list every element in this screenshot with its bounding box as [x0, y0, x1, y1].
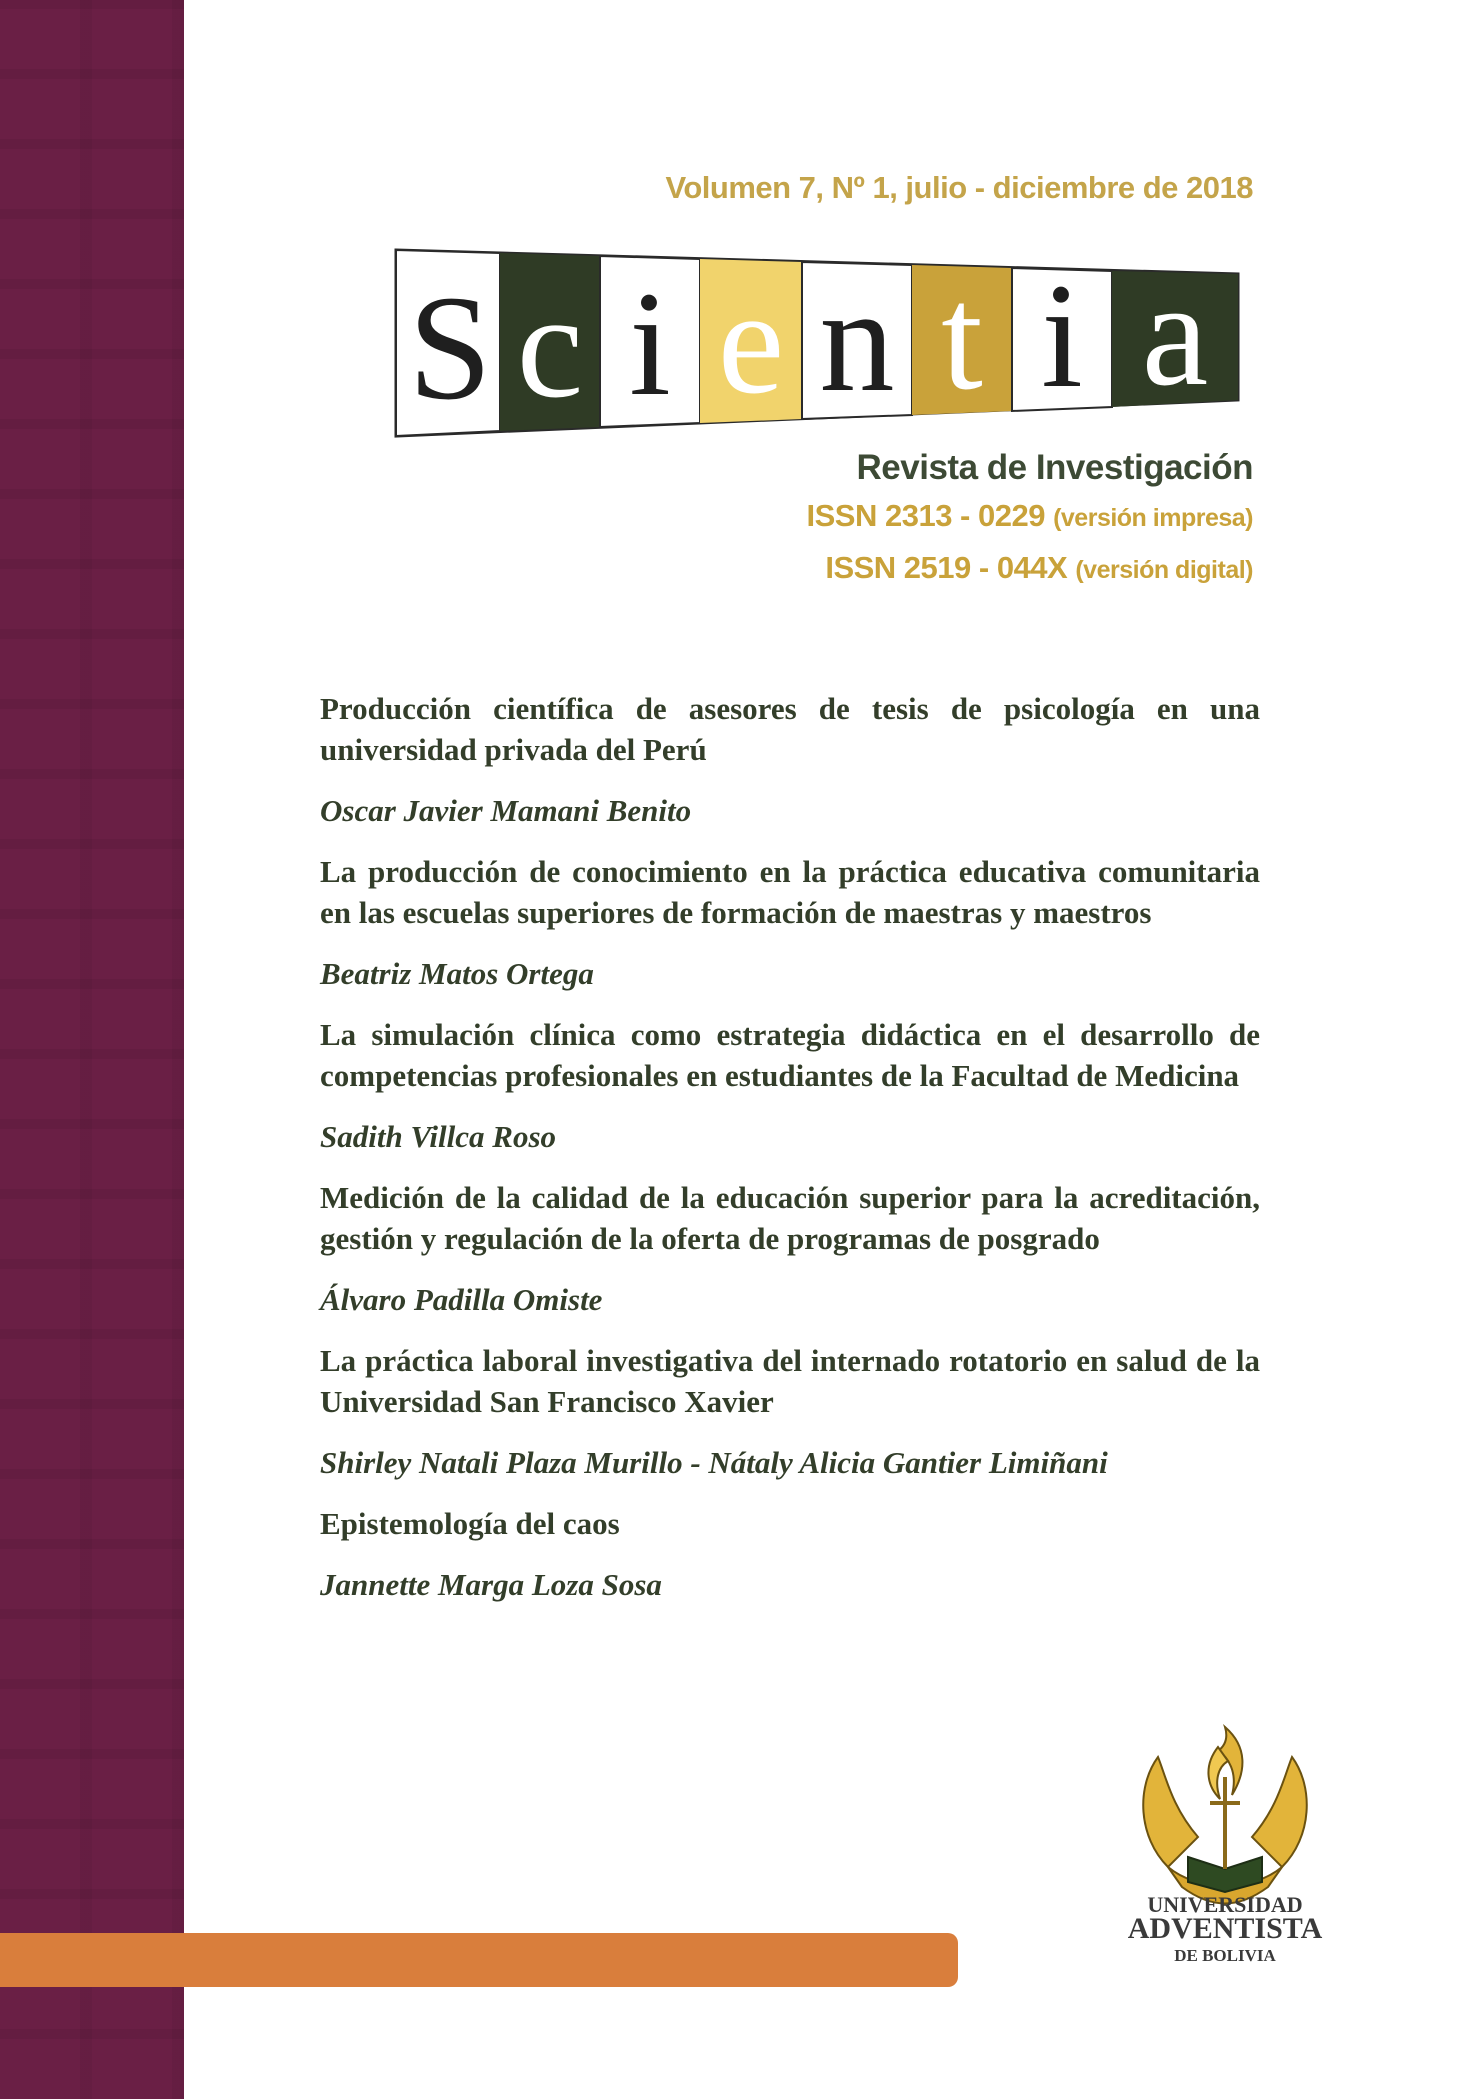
article-author: Beatriz Matos Ortega	[320, 956, 594, 991]
university-name-line1: UNIVERSIDAD	[1147, 1892, 1303, 1917]
article-title: La producción de conocimiento en la práctica educativa comunitaria en las escuelas superiores de formación de maestras y maestros	[320, 854, 1260, 930]
article-title: La simulación clínica como estrategia didáctica en el desarrollo de competencias profesionales en estudiantes de la Facultad de Medicina	[320, 1017, 1260, 1093]
logo-letter-i: i	[629, 261, 671, 427]
scientia-logo	[392, 246, 1242, 441]
orange-bottom-bar	[0, 1933, 958, 1987]
issn-digital-note: (versión digital)	[1075, 556, 1253, 584]
logo-letter-a: a	[1141, 251, 1209, 417]
logo-letter-e: e	[717, 259, 785, 425]
issn-print	[807, 498, 1254, 534]
logo-letter-s: S	[408, 265, 492, 431]
journal-subtitle: Revista de Investigación	[856, 448, 1253, 487]
university-name-line3: DE BOLIVIA	[1174, 1946, 1276, 1965]
table-of-contents	[320, 688, 1260, 1625]
article-author: Sadith Villca Roso	[320, 1119, 557, 1154]
decorative-sidebar	[0, 0, 184, 2099]
logo-letter-c: c	[516, 263, 584, 429]
article-title: Medición de la calidad de la educación superior para la acreditación, gestión y regulación de la oferta de programas de posgrado	[320, 1180, 1260, 1256]
volume-info: Volumen 7, Nº 1, julio - diciembre de 2018	[665, 170, 1253, 205]
article-author: Shirley Natali Plaza Murillo - Nátaly Alicia Gantier Limiñani	[320, 1445, 1108, 1480]
article-author: Jannette Marga Loza Sosa	[320, 1567, 662, 1602]
issn-print-note: (versión impresa)	[1053, 504, 1253, 532]
article-author: Álvaro Padilla Omiste	[320, 1282, 603, 1317]
university-name-line2: ADVENTISTA	[1127, 1912, 1323, 1945]
logo-letter-i2: i	[1041, 253, 1083, 419]
issn-print-number: ISSN 2313 - 0229	[806, 498, 1045, 533]
article-title: Producción científica de asesores de tesis de psicología en una universidad privada del Perú	[320, 691, 1260, 767]
logo-letter-t: t	[941, 255, 983, 421]
issn-digital-number: ISSN 2519 - 044X	[825, 550, 1068, 585]
article-author: Oscar Javier Mamani Benito	[320, 793, 692, 828]
logo-letter-n: n	[819, 257, 895, 423]
article-title: Epistemología del caos	[320, 1506, 620, 1541]
issn-digital	[825, 550, 1253, 586]
article-title: La práctica laboral investigativa del internado rotatorio en salud de la Universidad San Francisco Xavier	[320, 1343, 1260, 1419]
